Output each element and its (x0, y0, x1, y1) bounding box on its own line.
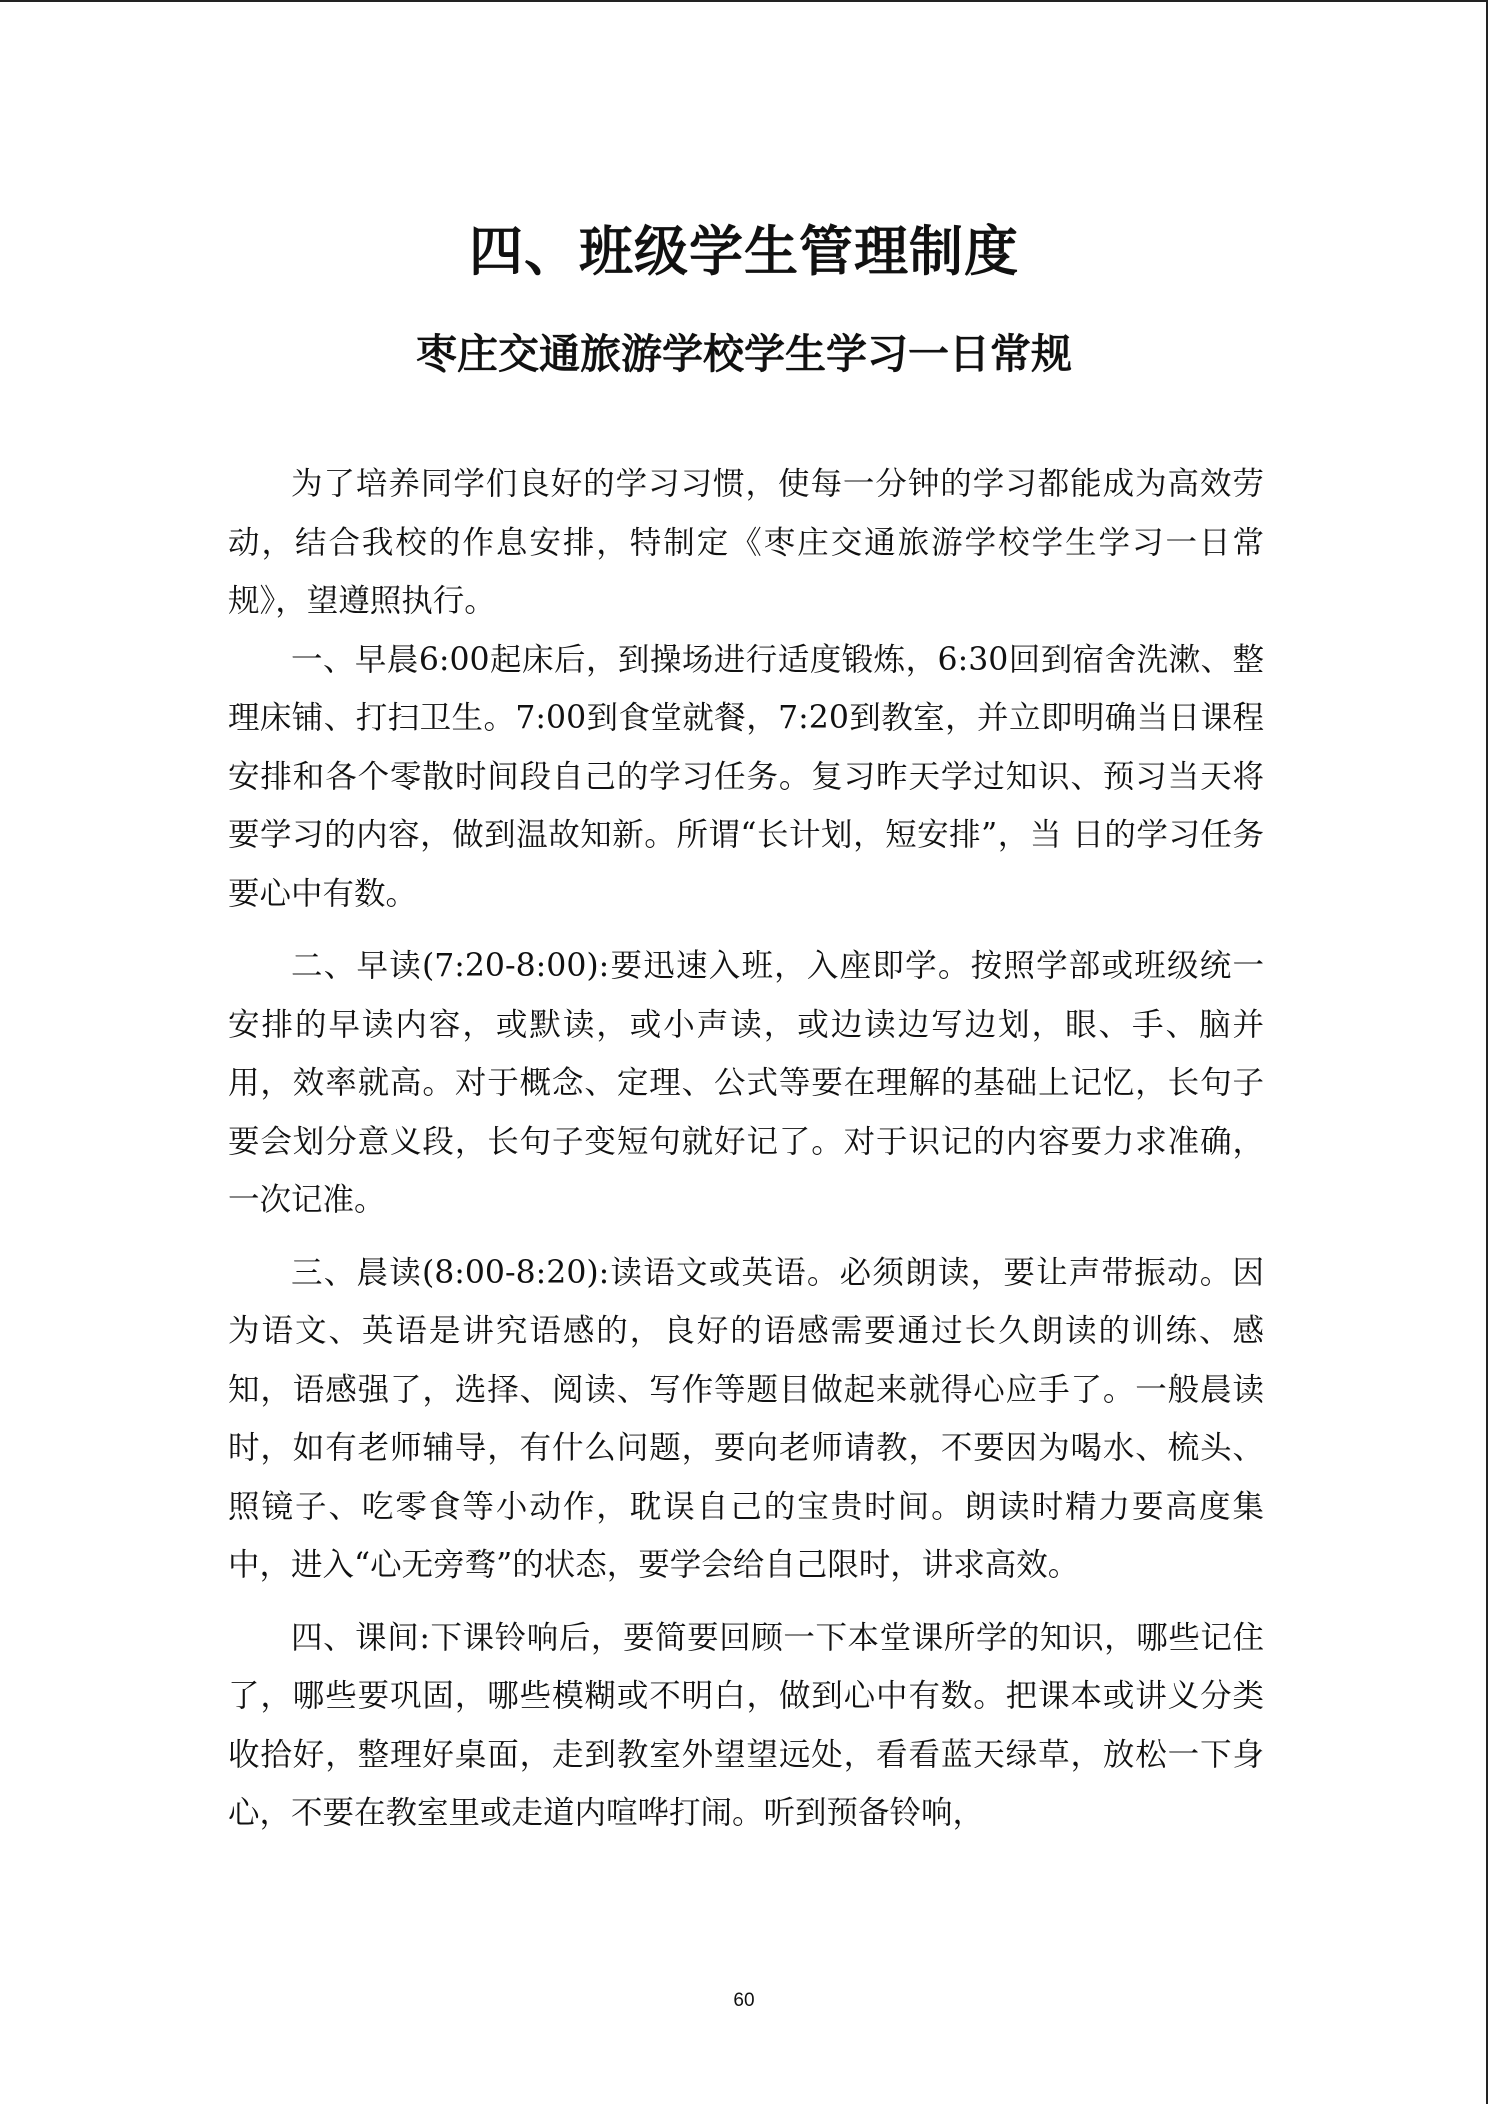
page-title: 四、班级学生管理制度 (469, 219, 1019, 283)
paragraph-rule-2: 二、早读(7:20-8:00):要迅速入班，入座即学。按照学部或班级统一安排的早读内容，或默读，或小声读，或边读边写边划，眼、手、脑并用，效率就高。对于概念、定理、公式等要在理解的基础上记忆，长句子要会划分意义段，长句子变短句就好记了。对于识记的内容要力求准确，一次记准。 (228, 948, 1264, 1218)
paragraph-intro: 为了培养同学们良好的学习习惯，使每一分钟的学习都能成为高效劳动，结合我校的作息安排，特制定《枣庄交通旅游学校学生学习一日常规》，望遵照执行。 (228, 466, 1264, 619)
body-text (228, 455, 1264, 1843)
page-subtitle: 枣庄交通旅游学校学生学习一日常规 (416, 330, 1072, 378)
paragraph-rule-3: 三、晨读(8:00-8:20):读语文或英语。必须朗读，要让声带振动。因为语文、英语是讲究语感的，良好的语感需要通过长久朗读的训练、感知，语感强了，选择、阅读、写作等题目做起来就得心应手了。一般晨读时，如有老师辅导，有什么问题，要向老师请教，不要因为喝水、梳头、照镜子、吃零食等小动作，耽误自己的宝贵时间。朗读时精力要高度集中，进入“心无旁骛”的状态，要学会给自己限时，讲求高效。 (228, 1254, 1264, 1583)
page-number: 60 (733, 1990, 755, 2011)
page-edge-top (0, 0, 1488, 2)
paragraph-rule-4: 四、课间:下课铃响后，要简要回顾一下本堂课所学的知识，哪些记住了，哪些要巩固，哪些模糊或不明白，做到心中有数。把课本或讲义分类收拾好，整理好桌面，走到教室外望望远处，看看蓝天绿草，放松一下身心，不要在教室里或走道内喧哗打闹。听到预备铃响， (228, 1619, 1264, 1831)
paragraph-rule-1: 一、早晨6:00起床后，到操场进行适度锻炼，6:30回到宿舍洗漱、整理床铺、打扫卫生。7:00到食堂就餐，7:20到教室，并立即明确当日课程安排和各个零散时间段自己的学习任务。复习昨天学过知识、预习当天将要学习的内容，做到温故知新。所谓“长计划，短安排”，当 日的学习任务要心中有数。 (228, 641, 1264, 912)
